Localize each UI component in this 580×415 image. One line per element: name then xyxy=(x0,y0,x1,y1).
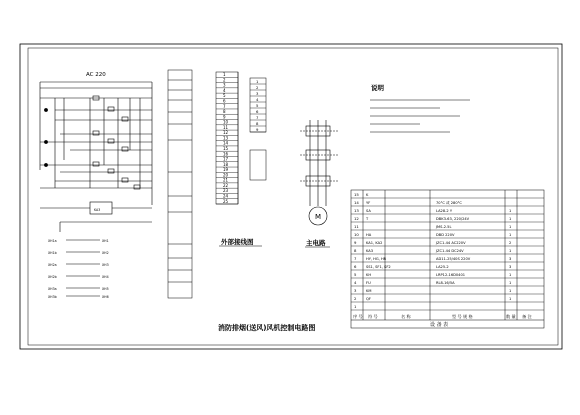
table-cell-symbol: HA xyxy=(366,233,372,237)
main-circuit-title: 主电路 xyxy=(306,239,326,247)
terminal-number: 25 xyxy=(223,198,229,204)
table-cell-model: RL8-16/5A xyxy=(436,281,455,285)
terminal-box-number: 5 xyxy=(256,103,259,108)
equipment-table-footer: 设 备 表 xyxy=(430,322,449,328)
table-cell-model: JMS-2.5L xyxy=(436,225,452,229)
terminal-number: 10 xyxy=(223,119,229,125)
table-cell-qty: 1 xyxy=(509,289,512,293)
table-cell-seq: 7 xyxy=(354,256,357,261)
table-cell-symbol: QF xyxy=(366,297,371,301)
table-cell-seq: 2 xyxy=(354,296,357,301)
terminal-number: 22 xyxy=(223,182,229,188)
table-cell-symbol: SS1, SF1, SF2 xyxy=(366,265,391,269)
xh-label: XH2a xyxy=(48,263,57,267)
table-cell-symbol: FU xyxy=(366,281,371,285)
function-column xyxy=(168,70,192,298)
table-cell-qty: 1 xyxy=(509,217,512,221)
table-cell-qty: 1 xyxy=(509,281,512,285)
table-cell-symbol: KA1, KA2 xyxy=(366,241,383,245)
xh-label: XH3b xyxy=(48,295,57,299)
xh-label: XH6 xyxy=(102,295,109,299)
main-circuit xyxy=(300,120,338,225)
table-cell-symbol: KH xyxy=(366,273,372,277)
table-cell-qty: 1 xyxy=(509,209,512,213)
table-cell-qty: 1 xyxy=(509,233,512,237)
table-cell-qty: 1 xyxy=(509,249,512,253)
terminal-number: 5 xyxy=(223,93,226,99)
terminal-number: 3 xyxy=(223,82,226,88)
table-cell-seq: 9 xyxy=(354,240,357,245)
terminal-box-numbers xyxy=(250,79,266,132)
xh-label: XH1 xyxy=(102,239,109,243)
xh-label: XH1a xyxy=(48,239,57,243)
terminal-number: 17 xyxy=(223,156,229,162)
notes-title: 说明 xyxy=(371,84,384,92)
xh-label: XH3a xyxy=(48,287,57,291)
terminal-number: 21 xyxy=(223,177,229,183)
header-qty: 数 量 xyxy=(506,314,516,319)
table-cell-seq: 13 xyxy=(354,208,359,213)
terminal-number: 18 xyxy=(223,161,229,167)
outer-frame xyxy=(20,44,562,349)
header-name: 名 称 xyxy=(401,314,411,319)
table-cell-qty: 1 xyxy=(509,297,512,301)
table-cell-seq: 6 xyxy=(354,264,357,269)
notes-lines xyxy=(370,100,470,132)
table-cell-symbol: HY, HG, HR xyxy=(366,257,387,261)
table-cell-seq: 3 xyxy=(354,288,357,293)
table-cell-model: LA28-2 Y xyxy=(436,209,453,213)
ct-label: KA3 xyxy=(94,208,101,212)
inner-frame xyxy=(28,48,558,345)
terminal-number: 11 xyxy=(223,124,229,130)
table-cell-seq: 14 xyxy=(354,200,359,205)
terminal-numbers xyxy=(216,72,238,204)
equipment-table-header xyxy=(353,313,533,320)
table-cell-qty: 3 xyxy=(509,265,512,269)
xh-label: XH5 xyxy=(102,287,109,291)
table-cell-qty: 2 xyxy=(509,241,512,245)
terminal-box-number: 8 xyxy=(256,121,259,126)
table-cell-symbol: YF xyxy=(366,201,371,205)
header-remark: 备 注 xyxy=(522,314,532,319)
table-cell-qty: 3 xyxy=(509,257,512,261)
table-cell-model: LA25-2 xyxy=(436,265,449,269)
terminal-number: 6 xyxy=(223,98,226,104)
terminal-number: 20 xyxy=(223,172,229,178)
table-cell-model: JZC1-44 DC24V xyxy=(436,249,464,253)
table-cell-seq: 1 xyxy=(354,304,357,309)
xh-label: XH3 xyxy=(102,263,109,267)
xh-label: XH1b xyxy=(48,251,57,255)
terminal-number: 24 xyxy=(223,193,229,199)
table-cell-seq: 11 xyxy=(354,224,359,229)
table-cell-seq: 5 xyxy=(354,272,357,277)
terminal-number: 7 xyxy=(223,103,226,109)
terminal-number: 15 xyxy=(223,146,229,151)
xh-label: XH2 xyxy=(102,251,109,255)
terminal-number: 1 xyxy=(223,72,226,78)
header-model: 型 号 规 格 xyxy=(452,314,473,319)
terminal-box-number: 6 xyxy=(256,109,259,114)
xh-label: XH2b xyxy=(48,275,57,279)
table-cell-symbol: SA xyxy=(366,209,371,213)
terminal-box-number: 3 xyxy=(256,91,259,96)
terminal-box-number: 4 xyxy=(256,97,259,102)
table-cell-model: 70°C 或 280°C xyxy=(436,201,462,205)
motor-label: M xyxy=(315,213,322,221)
table-cell-model: JZC1-44 AC220V xyxy=(436,241,466,245)
table-cell-seq: 8 xyxy=(354,248,357,253)
terminal-number: 12 xyxy=(223,130,229,136)
table-cell-symbol: T xyxy=(366,217,369,221)
terminal-number: 13 xyxy=(223,135,229,141)
terminal-box-number: 7 xyxy=(256,115,259,120)
table-cell-model: DBK3-63, 220/24V xyxy=(436,217,470,221)
terminal-number: 2 xyxy=(223,77,226,83)
table-cell-qty: 1 xyxy=(509,225,512,229)
table-cell-symbol: KM xyxy=(366,289,372,293)
control-circuit xyxy=(40,82,152,296)
terminal-box-number: 2 xyxy=(256,85,259,90)
table-cell-symbol: K xyxy=(366,193,369,197)
control-labels xyxy=(48,208,109,299)
header-symbol: 符 号 xyxy=(368,314,378,319)
drawing-title: 消防排烟(送风)风机控制电路图 xyxy=(218,324,316,332)
terminal-number: 9 xyxy=(223,114,226,120)
terminal-number: 23 xyxy=(223,188,229,194)
terminal-number: 4 xyxy=(223,87,226,93)
terminal-box-number: 9 xyxy=(256,127,259,132)
table-cell-model: DBD 220V xyxy=(436,233,455,237)
table-cell-model: LRP12-16D0401 xyxy=(436,273,466,277)
equipment-table-rows xyxy=(351,192,544,310)
terminal-number: 14 xyxy=(223,140,229,146)
table-cell-seq: 12 xyxy=(354,216,359,221)
table-cell-seq: 15 xyxy=(354,192,359,197)
table-cell-model: AD11-25/40S 220V xyxy=(436,257,471,261)
supply-label: AC 220 xyxy=(86,72,106,78)
header-seq: 序 号 xyxy=(353,314,363,319)
terminal-number: 19 xyxy=(223,167,229,173)
terminal-number: 16 xyxy=(223,151,229,157)
table-cell-seq: 4 xyxy=(354,280,357,285)
terminal-number: 8 xyxy=(223,109,226,115)
table-cell-qty: 1 xyxy=(509,273,512,277)
table-cell-symbol: KA3 xyxy=(366,249,374,253)
xh-label: XH4 xyxy=(102,275,109,279)
table-cell-seq: 10 xyxy=(354,232,359,237)
external-wiring-title: 外部接线图 xyxy=(221,238,254,246)
terminal-box-number: 1 xyxy=(256,79,259,84)
